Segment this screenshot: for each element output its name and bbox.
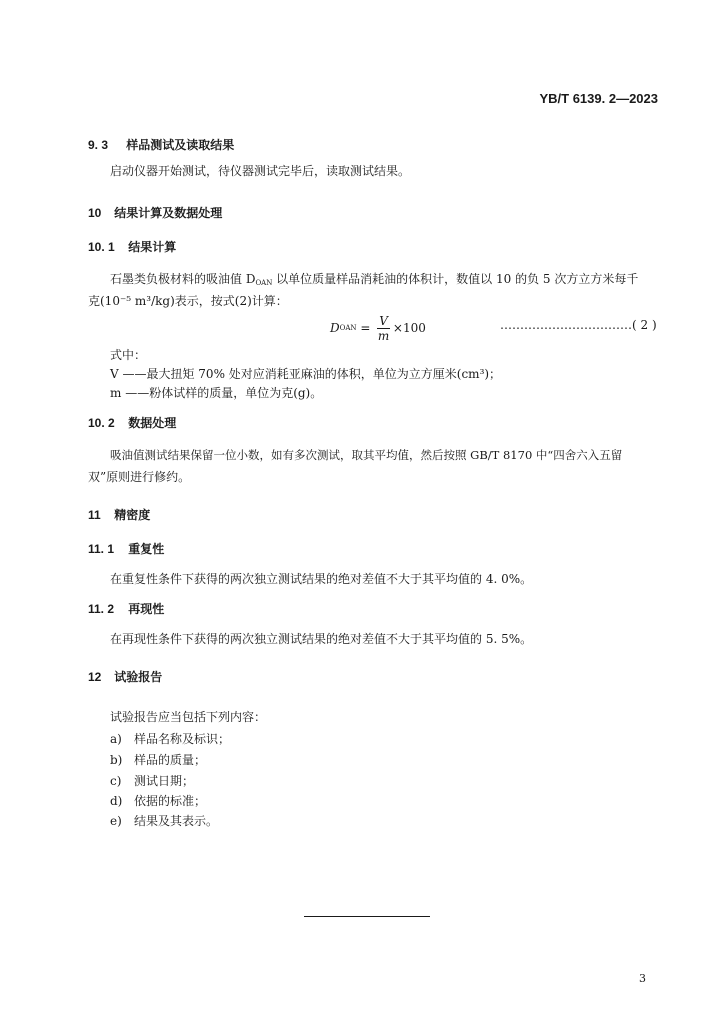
list-item — [110, 751, 206, 768]
equation-number: ……………………………( 2 ) — [500, 318, 657, 332]
list-text: 样品的质量； — [134, 753, 207, 767]
standard-code: YB/T 6139. 2—2023 — [539, 91, 658, 106]
heading-10 — [88, 204, 222, 221]
list-text: 依据的标准； — [134, 794, 207, 808]
paragraph-9-3: 启动仪器开始测试，待仪器测试完毕后，读取测试结果。 — [110, 164, 411, 178]
list-marker: b) — [110, 753, 123, 767]
heading-title: 结果计算及数据处理 — [114, 206, 223, 220]
list-item — [110, 772, 194, 789]
list-text: 结果及其表示。 — [134, 814, 219, 828]
heading-number: 10. 2 — [88, 416, 115, 430]
list-marker: c) — [110, 774, 122, 788]
list-marker: d) — [110, 794, 123, 808]
where-v: V ——最大扭矩 70% 处对应消耗亚麻油的体积，单位为立方厘米(cm³)； — [110, 367, 502, 381]
heading-number: 9. 3 — [88, 138, 109, 152]
heading-11-2 — [88, 600, 164, 617]
heading-title: 数据处理 — [128, 416, 177, 430]
list-marker: a) — [110, 732, 122, 746]
paragraph-12-intro: 试验报告应当包括下列内容： — [110, 710, 267, 724]
heading-title: 结果计算 — [128, 240, 177, 254]
paragraph-11-2: 在再现性条件下获得的两次独立测试结果的绝对差值不大于其平均值的 5. 5%。 — [110, 632, 533, 646]
text-run: 石墨类负极材料的吸油值 D — [110, 272, 256, 286]
heading-number: 11. 1 — [88, 542, 115, 556]
heading-12 — [88, 668, 162, 685]
heading-9-3 — [88, 136, 234, 153]
heading-number: 12 — [88, 670, 102, 684]
list-item — [110, 812, 218, 829]
list-item — [110, 792, 206, 809]
heading-10-2 — [88, 414, 176, 431]
formula-2 — [330, 308, 426, 348]
heading-10-1 — [88, 238, 176, 255]
fraction-denominator: m — [377, 328, 390, 343]
formula-fraction — [377, 314, 390, 343]
heading-title: 重复性 — [128, 542, 165, 556]
paragraph-10-2-line2: 双”原则进行修约。 — [88, 470, 191, 484]
paragraph-10-1-line2: 克(10⁻⁵ m³/kg)表示，按式(2)计算： — [88, 294, 288, 308]
heading-number: 11 — [88, 508, 101, 522]
heading-number: 11. 2 — [88, 602, 115, 616]
formula-subscript: OAN — [339, 324, 357, 332]
list-text: 测试日期； — [134, 774, 195, 788]
paragraph-11-1: 在重复性条件下获得的两次独立测试结果的绝对差值不大于其平均值的 4. 0%。 — [110, 572, 533, 586]
heading-11-1 — [88, 540, 164, 557]
paragraph-10-2-line1: 吸油值测试结果保留一位小数，如有多次测试，取其平均值，然后按照 GB/T 8170 中“四舍六入五留 — [110, 448, 623, 462]
formula-equals: = — [356, 321, 375, 335]
page-number: 3 — [639, 972, 646, 985]
heading-number: 10. 1 — [88, 240, 115, 254]
heading-number: 10 — [88, 206, 102, 220]
text-run: 以单位质量样品消耗油的体积计，数值以 10 的负 5 次方立方米每千 — [272, 272, 639, 286]
list-item — [110, 730, 230, 747]
where-m: m ——粉体试样的质量，单位为克(g)。 — [110, 386, 323, 400]
where-label: 式中： — [110, 348, 147, 362]
list-marker: e) — [110, 814, 122, 828]
formula-tail: ×100 — [392, 321, 426, 335]
heading-title: 样品测试及读取结果 — [126, 138, 235, 152]
heading-title: 精密度 — [114, 508, 151, 522]
formula-lhs: D — [330, 321, 340, 335]
heading-title: 试验报告 — [114, 670, 163, 684]
heading-11 — [88, 506, 150, 523]
text-subscript: OAN — [255, 279, 273, 287]
heading-title: 再现性 — [128, 602, 165, 616]
end-rule — [304, 916, 430, 917]
fraction-numerator: V — [379, 313, 388, 328]
list-text: 样品名称及标识； — [134, 732, 231, 746]
